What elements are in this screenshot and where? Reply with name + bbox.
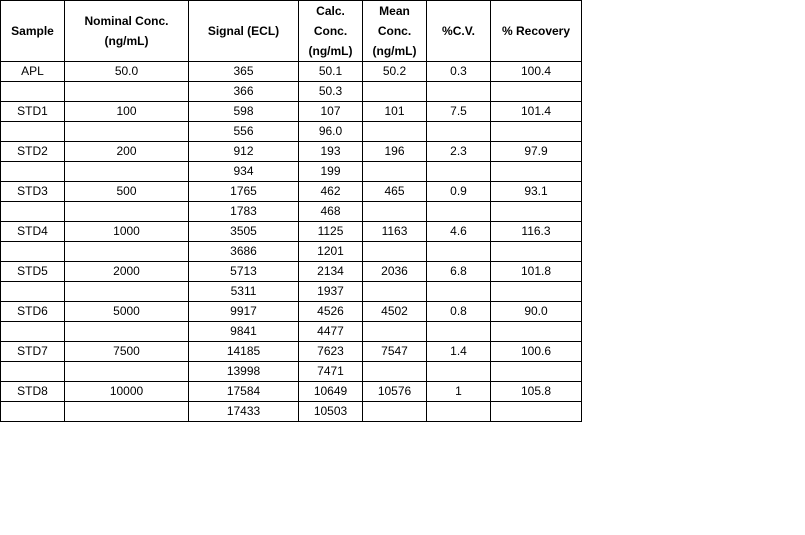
column-header-mean-conc	[363, 1, 427, 62]
cell-calc-conc: 193	[299, 142, 363, 162]
column-header-line: Nominal Conc.	[84, 14, 169, 28]
cell-nominal-conc: 10000	[65, 382, 189, 402]
cell-nominal-conc	[65, 162, 189, 182]
cell-cv: 4.6	[427, 222, 491, 242]
cell-sample	[1, 362, 65, 382]
cell-mean-conc: 1163	[363, 222, 427, 242]
cell-calc-conc: 96.0	[299, 122, 363, 142]
column-header-line: Sample	[11, 24, 54, 38]
cell-signal-ecl: 14185	[189, 342, 299, 362]
cell-signal-ecl: 912	[189, 142, 299, 162]
cell-mean-conc	[363, 282, 427, 302]
cell-calc-conc: 1125	[299, 222, 363, 242]
cell-recovery	[491, 322, 582, 342]
cell-sample	[1, 202, 65, 222]
column-header-recovery	[491, 1, 582, 62]
cell-mean-conc	[363, 242, 427, 262]
cell-signal-ecl: 5311	[189, 282, 299, 302]
cell-nominal-conc: 500	[65, 182, 189, 202]
table-row	[1, 162, 582, 182]
cell-calc-conc: 1201	[299, 242, 363, 262]
cell-mean-conc	[363, 202, 427, 222]
cell-sample: STD3	[1, 182, 65, 202]
column-header-line: Calc.	[316, 4, 345, 18]
cell-cv	[427, 202, 491, 222]
cell-sample	[1, 282, 65, 302]
cell-sample: STD1	[1, 102, 65, 122]
cell-signal-ecl: 13998	[189, 362, 299, 382]
cell-nominal-conc	[65, 362, 189, 382]
cell-mean-conc	[363, 322, 427, 342]
table-row	[1, 202, 582, 222]
cell-signal-ecl: 365	[189, 62, 299, 82]
cell-recovery: 101.8	[491, 262, 582, 282]
cell-nominal-conc: 200	[65, 142, 189, 162]
cell-signal-ecl: 17433	[189, 402, 299, 422]
table-row	[1, 82, 582, 102]
cell-calc-conc: 50.3	[299, 82, 363, 102]
cell-recovery	[491, 202, 582, 222]
table-row	[1, 182, 582, 202]
table-row	[1, 222, 582, 242]
cell-cv	[427, 242, 491, 262]
cell-cv	[427, 402, 491, 422]
cell-sample	[1, 122, 65, 142]
cell-nominal-conc: 1000	[65, 222, 189, 242]
cell-calc-conc: 107	[299, 102, 363, 122]
table-row	[1, 282, 582, 302]
cell-recovery: 100.6	[491, 342, 582, 362]
table-row	[1, 262, 582, 282]
cell-signal-ecl: 366	[189, 82, 299, 102]
cell-recovery	[491, 242, 582, 262]
cell-recovery	[491, 82, 582, 102]
cell-recovery	[491, 362, 582, 382]
cell-mean-conc: 196	[363, 142, 427, 162]
table-row	[1, 102, 582, 122]
cell-nominal-conc	[65, 402, 189, 422]
cell-calc-conc: 4526	[299, 302, 363, 322]
table-row	[1, 322, 582, 342]
column-header-line: Conc.	[313, 24, 348, 38]
cell-cv	[427, 82, 491, 102]
table-row	[1, 382, 582, 402]
cell-nominal-conc	[65, 282, 189, 302]
cell-recovery: 90.0	[491, 302, 582, 322]
cell-recovery: 97.9	[491, 142, 582, 162]
cell-calc-conc: 10503	[299, 402, 363, 422]
column-header-nominal-conc	[65, 1, 189, 62]
cell-nominal-conc: 100	[65, 102, 189, 122]
cell-sample: STD5	[1, 262, 65, 282]
cell-nominal-conc	[65, 202, 189, 222]
cell-cv: 1.4	[427, 342, 491, 362]
cell-mean-conc	[363, 122, 427, 142]
cell-cv: 6.8	[427, 262, 491, 282]
cell-mean-conc: 50.2	[363, 62, 427, 82]
cell-recovery: 100.4	[491, 62, 582, 82]
table-row	[1, 302, 582, 322]
cell-calc-conc: 1937	[299, 282, 363, 302]
column-header-line: (ng/mL)	[308, 44, 353, 58]
column-header-cv	[427, 1, 491, 62]
cell-sample: STD8	[1, 382, 65, 402]
cell-signal-ecl: 556	[189, 122, 299, 142]
table-row	[1, 242, 582, 262]
column-header-line: Signal (ECL)	[207, 24, 280, 38]
column-header-line: (ng/mL)	[104, 34, 149, 48]
cell-mean-conc: 2036	[363, 262, 427, 282]
table-row	[1, 362, 582, 382]
column-header-sample	[1, 1, 65, 62]
column-header-line: (ng/mL)	[372, 44, 417, 58]
cell-calc-conc: 7623	[299, 342, 363, 362]
table-row	[1, 342, 582, 362]
cell-sample: STD2	[1, 142, 65, 162]
cell-recovery: 101.4	[491, 102, 582, 122]
cell-signal-ecl: 9917	[189, 302, 299, 322]
cell-cv	[427, 322, 491, 342]
cell-calc-conc: 7471	[299, 362, 363, 382]
cell-sample	[1, 162, 65, 182]
cell-mean-conc: 4502	[363, 302, 427, 322]
cell-cv	[427, 122, 491, 142]
cell-sample: STD6	[1, 302, 65, 322]
cell-signal-ecl: 598	[189, 102, 299, 122]
cell-nominal-conc: 7500	[65, 342, 189, 362]
cell-recovery	[491, 282, 582, 302]
cell-mean-conc: 10576	[363, 382, 427, 402]
cell-sample	[1, 402, 65, 422]
cell-sample	[1, 322, 65, 342]
header-row	[1, 1, 582, 62]
table-row	[1, 122, 582, 142]
cell-mean-conc	[363, 162, 427, 182]
cell-calc-conc: 199	[299, 162, 363, 182]
cell-calc-conc: 10649	[299, 382, 363, 402]
column-header-calc-conc	[299, 1, 363, 62]
cell-mean-conc	[363, 402, 427, 422]
table-row	[1, 142, 582, 162]
cell-mean-conc: 465	[363, 182, 427, 202]
cell-signal-ecl: 934	[189, 162, 299, 182]
cell-signal-ecl: 9841	[189, 322, 299, 342]
cell-sample: STD4	[1, 222, 65, 242]
cell-calc-conc: 50.1	[299, 62, 363, 82]
cell-calc-conc: 468	[299, 202, 363, 222]
cell-nominal-conc: 2000	[65, 262, 189, 282]
cell-recovery	[491, 122, 582, 142]
cell-recovery: 93.1	[491, 182, 582, 202]
cell-recovery: 105.8	[491, 382, 582, 402]
cell-nominal-conc	[65, 122, 189, 142]
cell-signal-ecl: 3505	[189, 222, 299, 242]
column-header-line: Mean	[379, 4, 410, 18]
cell-recovery	[491, 402, 582, 422]
table-row	[1, 62, 582, 82]
cell-cv	[427, 162, 491, 182]
cell-mean-conc	[363, 82, 427, 102]
cell-sample: APL	[1, 62, 65, 82]
cell-sample	[1, 82, 65, 102]
cell-mean-conc	[363, 362, 427, 382]
cell-recovery: 116.3	[491, 222, 582, 242]
cell-cv: 0.3	[427, 62, 491, 82]
cell-cv: 7.5	[427, 102, 491, 122]
cell-nominal-conc	[65, 242, 189, 262]
cell-signal-ecl: 1765	[189, 182, 299, 202]
cell-calc-conc: 462	[299, 182, 363, 202]
table-body	[1, 62, 582, 422]
cell-cv: 1	[427, 382, 491, 402]
cell-nominal-conc	[65, 82, 189, 102]
cell-signal-ecl: 3686	[189, 242, 299, 262]
table-row	[1, 402, 582, 422]
cell-mean-conc: 7547	[363, 342, 427, 362]
column-header-line: % Recovery	[501, 24, 571, 38]
cell-sample: STD7	[1, 342, 65, 362]
cell-calc-conc: 2134	[299, 262, 363, 282]
cell-cv	[427, 362, 491, 382]
cell-calc-conc: 4477	[299, 322, 363, 342]
cell-signal-ecl: 17584	[189, 382, 299, 402]
cell-cv: 0.9	[427, 182, 491, 202]
cell-recovery	[491, 162, 582, 182]
cell-cv: 2.3	[427, 142, 491, 162]
column-header-line: %C.V.	[442, 24, 475, 38]
cell-signal-ecl: 5713	[189, 262, 299, 282]
column-header-signal-ecl	[189, 1, 299, 62]
cell-sample	[1, 242, 65, 262]
cell-cv	[427, 282, 491, 302]
cell-signal-ecl: 1783	[189, 202, 299, 222]
cell-mean-conc: 101	[363, 102, 427, 122]
cell-nominal-conc: 5000	[65, 302, 189, 322]
column-header-line: Conc.	[377, 24, 412, 38]
cell-nominal-conc	[65, 322, 189, 342]
cell-cv: 0.8	[427, 302, 491, 322]
cell-nominal-conc: 50.0	[65, 62, 189, 82]
